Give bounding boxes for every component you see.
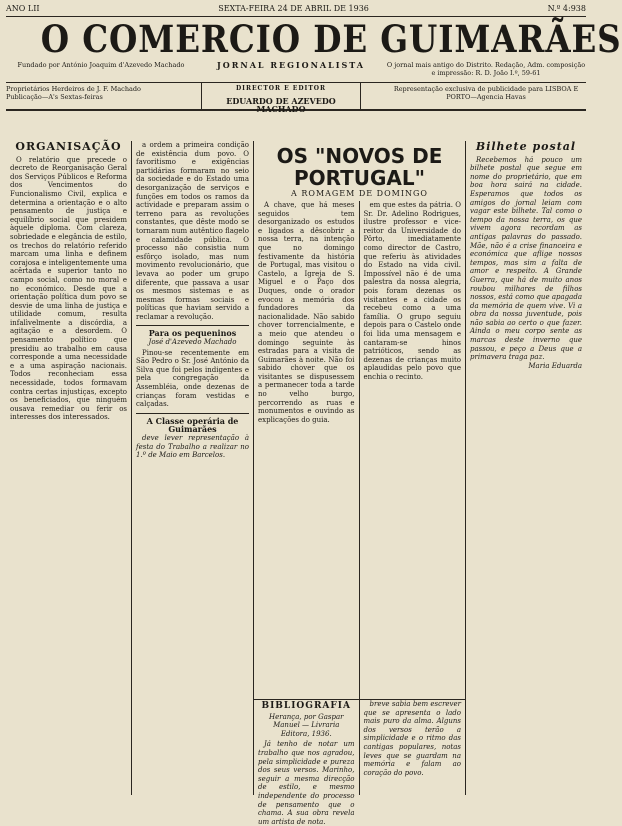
biblio-left-column xyxy=(254,700,360,826)
director-label: DIRECTOR E EDITOR xyxy=(235,85,327,92)
owners: Proprietários Herdeiros de J. F. Machado xyxy=(6,85,141,93)
classe-operaria-title: A Classe operária de Guimarães xyxy=(136,413,249,434)
novos-left-text: A chave, que há meses seguidos tem desorganizado os estudos e ligados a dêscobrir a nossa terra, na intenção que no domingo festivamente da história de Portugal, mas visitou o Castelo, a Igreja de S. Miguel e o Paço dos Duques, onde o orador evocou a memória dos fundadores da nacionalidade. Não sabido chover torrencialmente, e a meio que atendeu o domingo seguinte às estradas para a visita de Guimarães à noite. Não foi sabido chover que os visitantes se dispusessem a permanecer toda a tarde no velho burgo, percorrendo as ruas e monumentos e ouvindo as explicações do guia. xyxy=(258,201,355,424)
novos-article-columns xyxy=(254,201,465,699)
publication-day: Publicação—A's Sextas-feiras xyxy=(6,93,103,101)
info-row xyxy=(6,83,586,114)
director-name: EDUARDO DE AZEVEDO MACHADO xyxy=(226,96,336,114)
bilhete-signature: Maria Eduarda xyxy=(528,361,582,370)
organisacao-text: O relatório que precede o decreto de Reorganisação Geral dos Serviços Públicos e Reforma dos Vencimentos do Funcionalismo Civil, explica e determina a orientação e o alto pensamento de justiça e equilíbrio social que presidem àquele diploma. Com clareza, sobriedade e elegância de estilo, os trechos do relatório referido marcam uma linha e definem corajosa e inteligentemente uma acêrtada e superior tanto no campo social, como no moral e no económico. Desde que a orientação política dum povo se desvie de uma linha de justiça e utilidade comum, resulta infalìvelmente a discórdia, a agitação e a desordem. O pensamento político que presidiu ao trabalho em causa corresponde a uma necessidade e a uma aspiração nacionais. Todos reconheciam essa necessidade, todos formavam contra certas injustiças, excepto os beneficiados, que ninguém ousava remediar ou ferir os interesses dos interessados. xyxy=(10,155,127,422)
pequeninos-title: Para os pequeninos xyxy=(136,325,249,338)
issue-number: N.º 4:938 xyxy=(547,4,586,13)
bilhete-title: Bilhete postal xyxy=(475,140,577,153)
column-bilhete-postal xyxy=(466,141,586,795)
novos-subheadline: A ROMAGEM DE DOMINGO xyxy=(291,189,428,198)
top-bar xyxy=(6,4,586,17)
novos-headline: OS "NOVOS DE PORTUGAL" xyxy=(276,144,443,190)
biblio-left-text: Já tenho de notar um trabalho que nos agradou, pela simplicidade e pureza dos seus versos. Marinho, seguir a mesma direcção de estilo, e mesmo independente do processo de pensamento que o chama. A sua obra revela um artista de nota. xyxy=(258,740,355,826)
novos-right-column xyxy=(360,201,466,699)
article-columns xyxy=(6,140,586,826)
masthead-title: O COMERCIO DE GUIMARÃES xyxy=(40,17,622,61)
classe-operaria-text: deve lever representação à festa do Trabalho a realizar no 1.º de Maio em Barcelos. xyxy=(136,434,249,460)
issue-date: SEXTA-FEIRA 24 DE ABRIL DE 1936 xyxy=(218,4,369,13)
novos-right-text: em que estes da pátria. O Sr. Dr. Adelino Rodrigues, ilustre professor e vice-reitor da Universidade do Pôrto, imediatamente como director de Castro, que referiu às atividades do Estado na vida civil. Impossível não é de uma palestra da nossa alegria, pois foram dezenas os visitantes e a cidade os recebeu como a uma família. O grupo seguiu depois para o Castelo onde foi lida uma mensagem e cantaram-se hinos patrióticos, sendo as dezenas de crianças muito aplaudidas pelo povo que enchia o recinto. xyxy=(363,201,461,381)
novos-left-column xyxy=(254,201,360,699)
col2-text: a ordem a primeira condição de existência dum povo. O favoritismo e exigências partidárias formaram no seio da sociedade e do Estado uma desorganização de serviços e funções em todos os ramos da actividade e preparam assim o terreno para as revoluções constantes, que dêste modo se tornaram num autêntico flagelo e calamidade pública. O processo não consistia num esfôrço isolado, mas num movimento revolucionário, que levava ao poder um grupo diferente, que passava a usar os mesmos sistemas e as mesmas formas sociais e políticas que haviam servido a reclamar a revolução. xyxy=(136,141,249,321)
column-two xyxy=(132,141,254,795)
organisacao-title: ORGANISAÇÃO xyxy=(15,140,122,153)
oldest-note: O jornal mais antigo do Distrito. Redação, Adm. composição e impressão: R. D. João I.º, 59-61 xyxy=(386,61,586,77)
owners-block xyxy=(6,83,176,109)
tagline: JORNAL REGIONALISTA xyxy=(216,60,365,70)
year: ANO LII xyxy=(6,4,40,13)
biblio-right-column xyxy=(360,700,466,795)
director-block xyxy=(201,83,361,114)
masthead-subrow xyxy=(6,61,586,83)
representation-note: Representação exclusiva de publicidade para LISBOA E PORTO—Agencia Havas xyxy=(393,85,579,101)
bilhete-text: Recebemos há pouco um bilhete postal que segue em nome do proprietário, que em boa hora sairá na cidade. Esperamos que todos os amigos do jornal leiam com vagar este bilhete. Tal como o tempo da nossa terra, os que vivem agora recordam as antigas palavras do passado. Mãe, não é a crise financeira e económica que aflige nossos tempos, mas sim a falta de amor e respeito. A Grande Guerra, que há de muito anos roubou milhares de filhos nossos, está como que apagada da memória de quem vive. Vi a obra da nossa juventude, pois não sabia ao certo o que fazer. Ainda o meu corpo sente as marcas deste inverno que passou, e peço a Deus que a primavera traga paz. xyxy=(470,155,582,362)
middle-section xyxy=(254,141,466,826)
pequeninos-author: José d'Azevedo Machado xyxy=(148,338,237,347)
biblio-reference: Herança, por Gaspar Manuel — Livraria Editora, 1936. xyxy=(269,712,344,738)
bibliografia-section xyxy=(254,699,465,826)
biblio-right-text: breve sabia bem escrever que se apresenta o lado mais puro da alma. Alguns dos versos terão a simplicidade e o ritmo das cantigas populares, notas leves que se guardam na memória e falam ao coração do povo. xyxy=(363,700,461,777)
column-organisacao xyxy=(6,141,132,795)
founder-note: Fundado por António Joaquim d'Azevedo Machado xyxy=(17,61,185,69)
biblio-title: BIBLIOGRAFIA xyxy=(261,701,352,711)
pequeninos-text: Pinou-se recentemente em São Pedro o Sr. José António da Silva que foi pelos indigentes e pela congregação da Assembléia, onde dezenas de crianças foram vestidas e calçadas. xyxy=(136,348,249,409)
